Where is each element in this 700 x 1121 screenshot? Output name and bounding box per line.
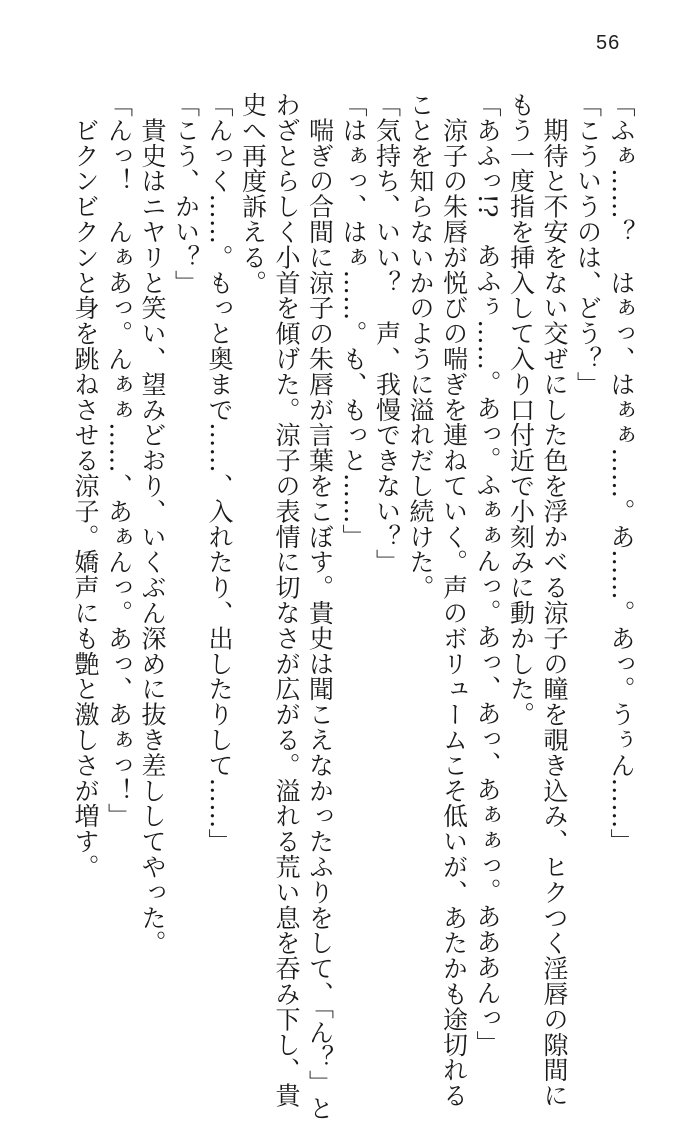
text-line: 期待と不安をない交ぜにした色を浮かべる涼子の瞳を覗き込み、ヒクつく淫唇の隙間に xyxy=(540,92,569,1108)
text-line: もう一度指を挿入して入り口付近で小刻みに動かした。 xyxy=(506,92,536,727)
text-line: 「んっく……。もっと奥まで……、入れたり、出したりして……」 xyxy=(205,92,234,854)
page-number: 56 xyxy=(596,32,621,54)
text-line: ビクンビクンと身を跳ねさせる涼子。嬌声にも艶と激しさが増す。 xyxy=(71,92,100,880)
text-line: 「んっ！ んぁあっ。んぁぁ……、あぁんっ。あっ、あぁっ！」 xyxy=(104,92,134,829)
text-line: 涼子の朱唇が悦びの喘ぎを連ねていく。声のボリュームこそ低いが、あたかも途切れる xyxy=(439,92,469,1108)
text-line: 「気持ち、いい？ 声、我慢できない？」 xyxy=(372,92,402,575)
novel-text-block xyxy=(69,92,639,1121)
text-line: 貴史はニヤリと笑い、望みどおり、いくぶん深めに抜き差ししてやった。 xyxy=(138,92,167,956)
text-line: ことを知らないかのように溢れだし続けた。 xyxy=(406,92,435,600)
text-line: 「はぁっ、はぁ……。も、もっと……」 xyxy=(339,92,368,550)
text-line: 喘ぎの合間に涼子の朱唇が言葉をこぼす。貴史は聞こえなかったふりをして、「ん？」と xyxy=(305,92,335,1121)
text-line: 史へ再度訴える。 xyxy=(238,92,268,296)
text-line: 「ふぁ……？ はぁっ、はぁぁ……。あ……。あっ。うぅん……」 xyxy=(607,92,636,854)
text-line: 「あふっ!? あふぅ……。あっ。ふぁぁんっ。あっ、あっ、あぁぁっ。あああんっ」 xyxy=(473,92,502,1057)
text-line: わざとらしく小首を傾げた。涼子の表情に切なさが広がる。溢れる荒い息を吞み下し、貴 xyxy=(272,92,301,1108)
text-line: 「こう、かい？」 xyxy=(171,92,201,296)
text-line: 「こういうのは、どう？」 xyxy=(573,92,603,397)
